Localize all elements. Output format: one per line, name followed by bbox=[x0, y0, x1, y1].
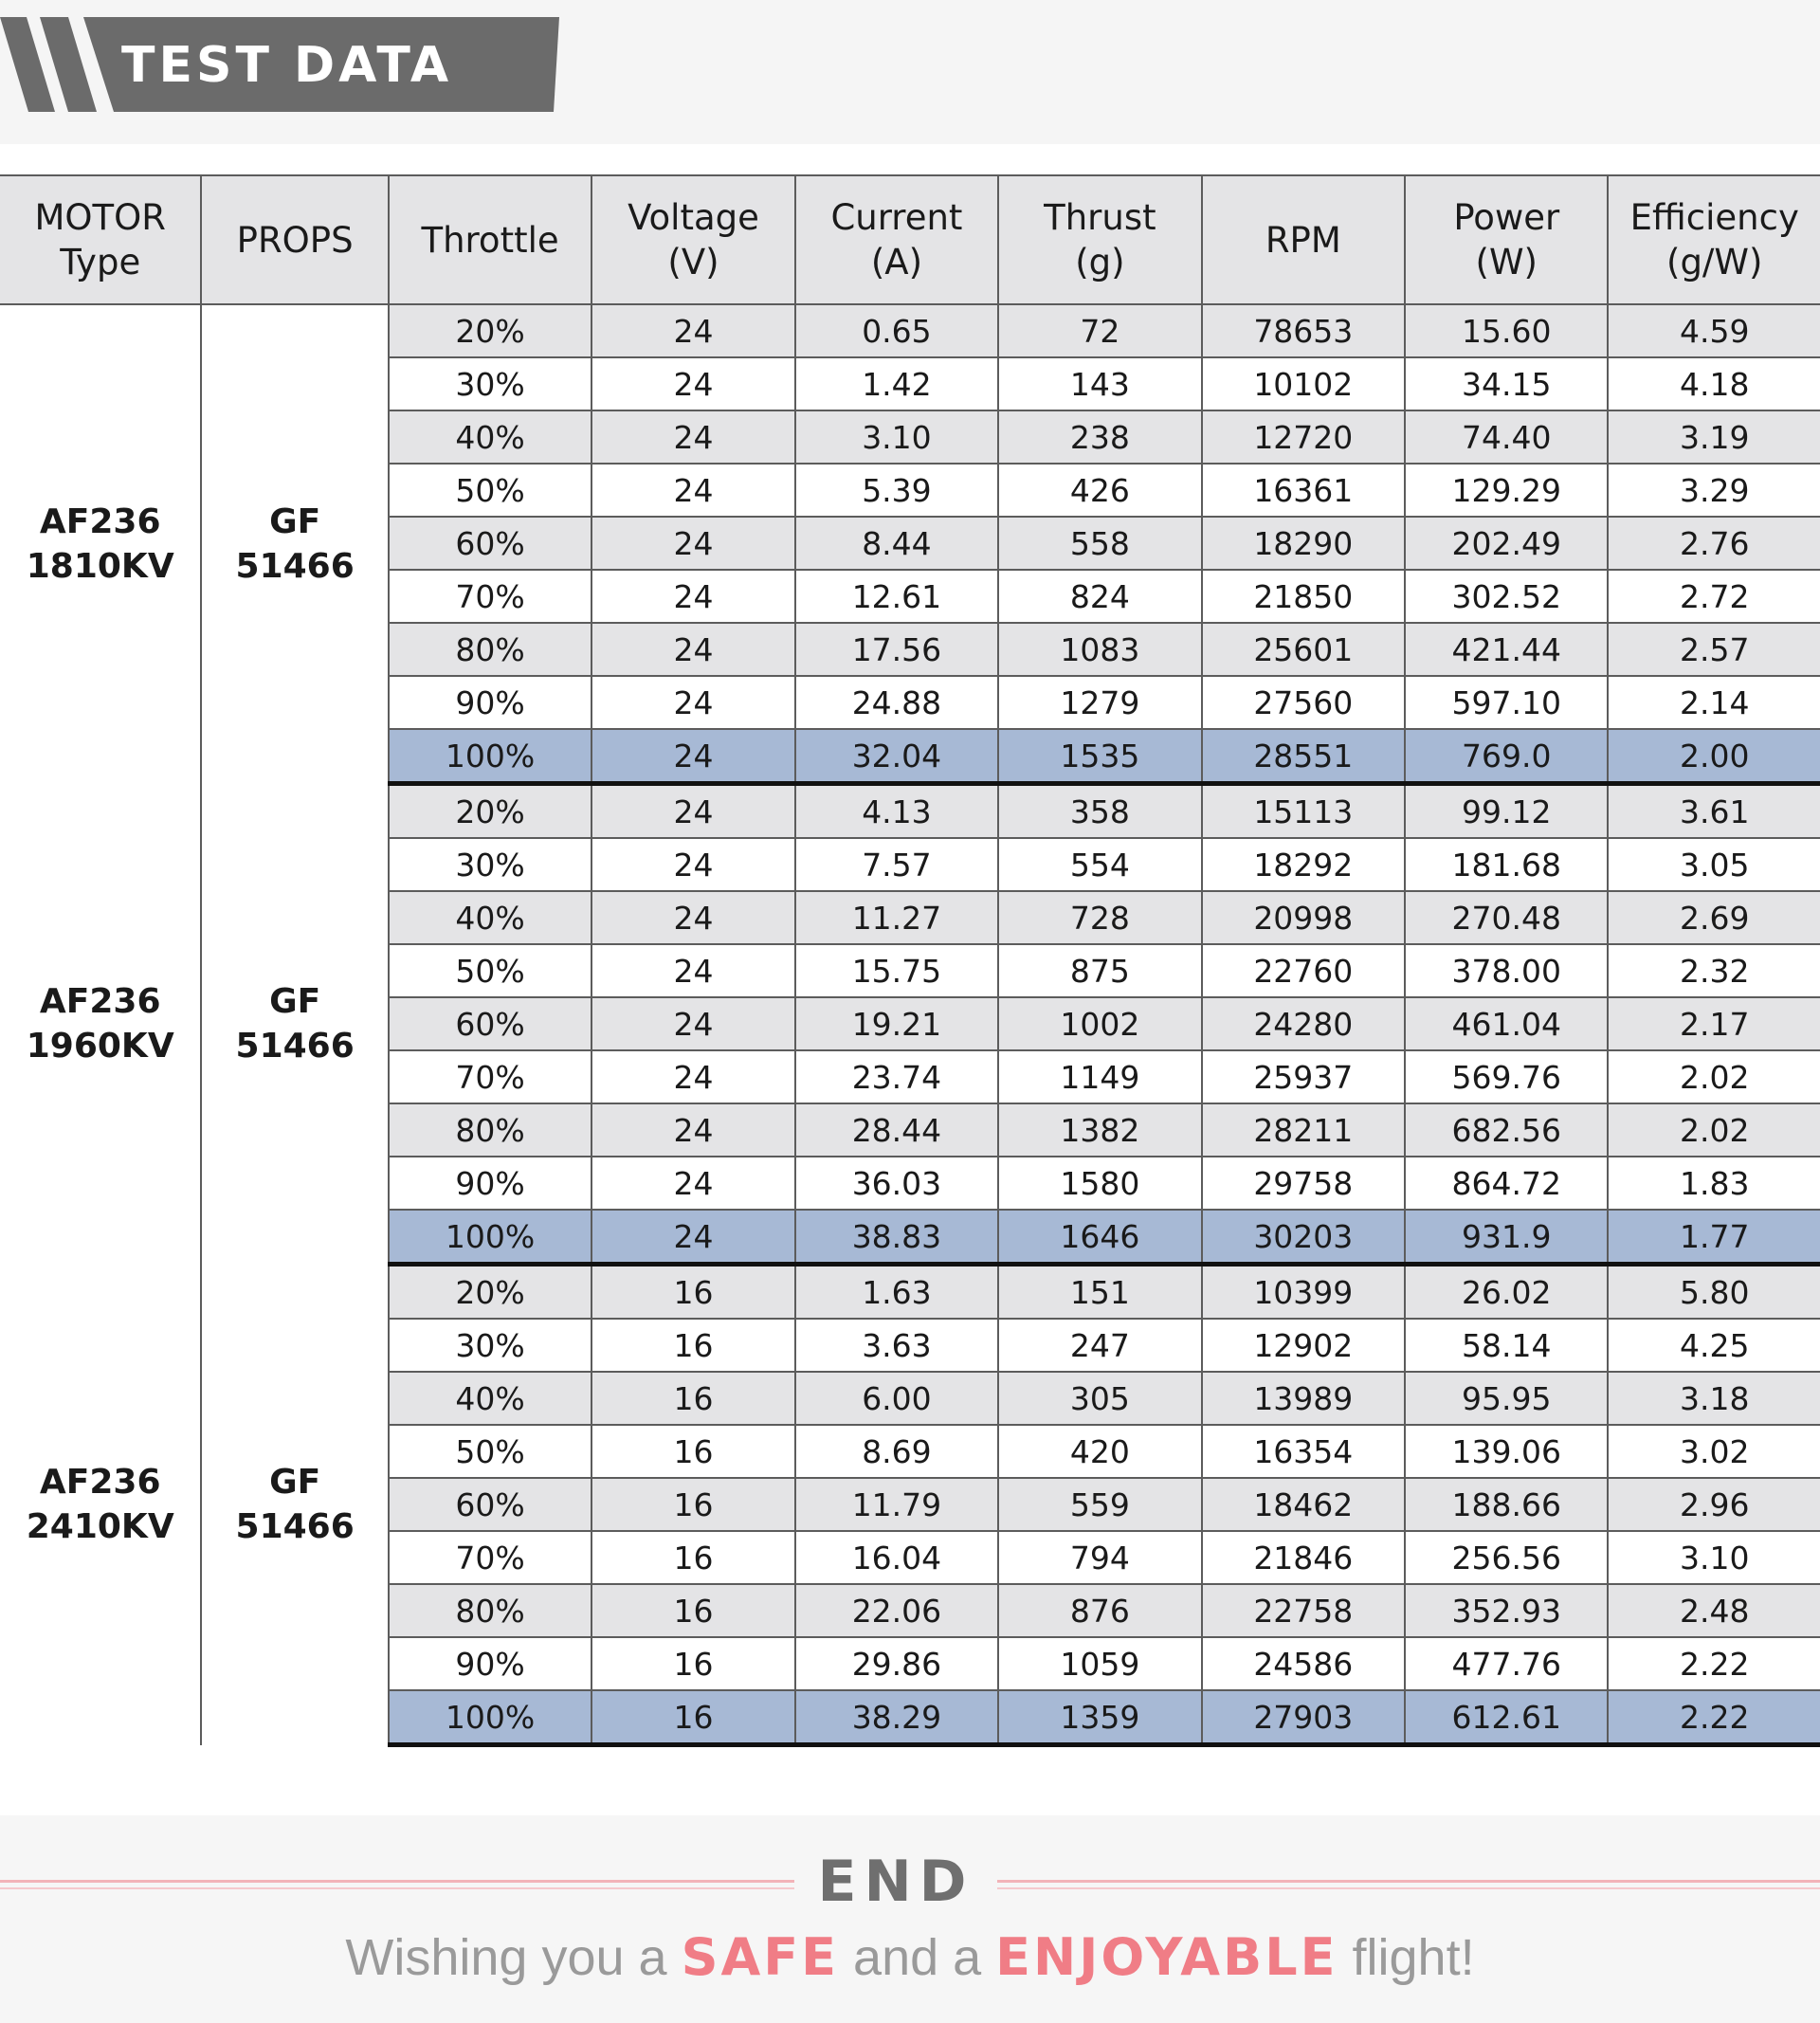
voltage-cell: 24 bbox=[592, 410, 794, 464]
thrust-cell: 824 bbox=[998, 570, 1201, 623]
current-cell: 16.04 bbox=[795, 1531, 998, 1584]
power-cell: 421.44 bbox=[1405, 623, 1608, 676]
throttle-cell: 80% bbox=[389, 623, 592, 676]
thrust-cell: 558 bbox=[998, 517, 1201, 570]
voltage-cell: 16 bbox=[592, 1690, 794, 1745]
thrust-cell: 876 bbox=[998, 1584, 1201, 1637]
efficiency-cell: 2.22 bbox=[1608, 1637, 1820, 1690]
thrust-cell: 1382 bbox=[998, 1103, 1201, 1157]
power-cell: 302.52 bbox=[1405, 570, 1608, 623]
tagline-suffix: flight! bbox=[1338, 1929, 1475, 1986]
table-header-row bbox=[0, 175, 1820, 304]
footer-band bbox=[0, 1815, 1820, 2023]
voltage-cell: 16 bbox=[592, 1531, 794, 1584]
power-cell: 99.12 bbox=[1405, 784, 1608, 839]
efficiency-cell: 3.02 bbox=[1608, 1425, 1820, 1478]
throttle-cell: 100% bbox=[389, 1210, 592, 1265]
end-divider-left-2 bbox=[0, 1887, 794, 1889]
power-cell: 682.56 bbox=[1405, 1103, 1608, 1157]
col-header-voltage: Voltage (V) bbox=[592, 175, 794, 304]
efficiency-cell: 2.48 bbox=[1608, 1584, 1820, 1637]
rpm-cell: 28211 bbox=[1202, 1103, 1405, 1157]
rpm-cell: 25937 bbox=[1202, 1050, 1405, 1103]
power-cell: 569.76 bbox=[1405, 1050, 1608, 1103]
throttle-cell: 80% bbox=[389, 1584, 592, 1637]
power-cell: 34.15 bbox=[1405, 357, 1608, 410]
rpm-cell: 13989 bbox=[1202, 1372, 1405, 1425]
col-header-props: PROPS bbox=[201, 175, 388, 304]
end-divider-right-2 bbox=[997, 1887, 1820, 1889]
voltage-cell: 24 bbox=[592, 304, 794, 357]
current-cell: 3.10 bbox=[795, 410, 998, 464]
throttle-cell: 60% bbox=[389, 517, 592, 570]
current-cell: 6.00 bbox=[795, 1372, 998, 1425]
current-cell: 38.83 bbox=[795, 1210, 998, 1265]
voltage-cell: 16 bbox=[592, 1478, 794, 1531]
rpm-cell: 27903 bbox=[1202, 1690, 1405, 1745]
power-cell: 769.0 bbox=[1405, 729, 1608, 784]
thrust-cell: 1580 bbox=[998, 1157, 1201, 1210]
throttle-cell: 50% bbox=[389, 464, 592, 517]
rpm-cell: 21850 bbox=[1202, 570, 1405, 623]
throttle-cell: 20% bbox=[389, 304, 592, 357]
rpm-cell: 12902 bbox=[1202, 1319, 1405, 1372]
voltage-cell: 24 bbox=[592, 464, 794, 517]
efficiency-cell: 2.96 bbox=[1608, 1478, 1820, 1531]
throttle-cell: 50% bbox=[389, 1425, 592, 1478]
rpm-cell: 18292 bbox=[1202, 838, 1405, 891]
table-row bbox=[0, 1265, 1820, 1320]
power-cell: 129.29 bbox=[1405, 464, 1608, 517]
rpm-cell: 18462 bbox=[1202, 1478, 1405, 1531]
thrust-cell: 728 bbox=[998, 891, 1201, 944]
rpm-cell: 18290 bbox=[1202, 517, 1405, 570]
efficiency-cell: 4.25 bbox=[1608, 1319, 1820, 1372]
current-cell: 28.44 bbox=[795, 1103, 998, 1157]
power-cell: 181.68 bbox=[1405, 838, 1608, 891]
current-cell: 11.27 bbox=[795, 891, 998, 944]
thrust-cell: 72 bbox=[998, 304, 1201, 357]
throttle-cell: 90% bbox=[389, 1637, 592, 1690]
current-cell: 5.39 bbox=[795, 464, 998, 517]
thrust-cell: 305 bbox=[998, 1372, 1201, 1425]
power-cell: 461.04 bbox=[1405, 997, 1608, 1050]
power-cell: 378.00 bbox=[1405, 944, 1608, 997]
voltage-cell: 24 bbox=[592, 729, 794, 784]
motor-type-cell: AF236 2410KV bbox=[0, 1265, 201, 1745]
throttle-cell: 70% bbox=[389, 570, 592, 623]
efficiency-cell: 3.18 bbox=[1608, 1372, 1820, 1425]
current-cell: 19.21 bbox=[795, 997, 998, 1050]
rpm-cell: 16354 bbox=[1202, 1425, 1405, 1478]
throttle-cell: 50% bbox=[389, 944, 592, 997]
rpm-cell: 20998 bbox=[1202, 891, 1405, 944]
current-cell: 23.74 bbox=[795, 1050, 998, 1103]
tagline-word-safe: SAFE bbox=[681, 1927, 840, 1987]
current-cell: 11.79 bbox=[795, 1478, 998, 1531]
thrust-cell: 1359 bbox=[998, 1690, 1201, 1745]
efficiency-cell: 2.02 bbox=[1608, 1103, 1820, 1157]
end-divider-right bbox=[997, 1880, 1820, 1883]
throttle-cell: 70% bbox=[389, 1050, 592, 1103]
voltage-cell: 24 bbox=[592, 570, 794, 623]
test-data-table bbox=[0, 174, 1820, 1747]
voltage-cell: 24 bbox=[592, 1210, 794, 1265]
efficiency-cell: 2.72 bbox=[1608, 570, 1820, 623]
throttle-cell: 30% bbox=[389, 357, 592, 410]
rpm-cell: 30203 bbox=[1202, 1210, 1405, 1265]
col-header-power: Power (W) bbox=[1405, 175, 1608, 304]
tagline-word-enjoyable: ENJOYABLE bbox=[995, 1927, 1338, 1987]
efficiency-cell: 1.83 bbox=[1608, 1157, 1820, 1210]
thrust-cell: 794 bbox=[998, 1531, 1201, 1584]
current-cell: 4.13 bbox=[795, 784, 998, 839]
thrust-cell: 554 bbox=[998, 838, 1201, 891]
props-cell: GF 51466 bbox=[201, 784, 388, 1265]
voltage-cell: 24 bbox=[592, 1157, 794, 1210]
rpm-cell: 10102 bbox=[1202, 357, 1405, 410]
thrust-cell: 1646 bbox=[998, 1210, 1201, 1265]
table-row bbox=[0, 304, 1820, 357]
col-header-rpm: RPM bbox=[1202, 175, 1405, 304]
voltage-cell: 24 bbox=[592, 1050, 794, 1103]
efficiency-cell: 4.59 bbox=[1608, 304, 1820, 357]
thrust-cell: 1083 bbox=[998, 623, 1201, 676]
voltage-cell: 16 bbox=[592, 1584, 794, 1637]
throttle-cell: 100% bbox=[389, 729, 592, 784]
rpm-cell: 21846 bbox=[1202, 1531, 1405, 1584]
thrust-cell: 420 bbox=[998, 1425, 1201, 1478]
efficiency-cell: 2.22 bbox=[1608, 1690, 1820, 1745]
voltage-cell: 24 bbox=[592, 891, 794, 944]
col-header-current: Current (A) bbox=[795, 175, 998, 304]
thrust-cell: 559 bbox=[998, 1478, 1201, 1531]
rpm-cell: 24586 bbox=[1202, 1637, 1405, 1690]
thrust-cell: 151 bbox=[998, 1265, 1201, 1320]
throttle-cell: 40% bbox=[389, 410, 592, 464]
power-cell: 58.14 bbox=[1405, 1319, 1608, 1372]
rpm-cell: 16361 bbox=[1202, 464, 1405, 517]
efficiency-cell: 2.17 bbox=[1608, 997, 1820, 1050]
power-cell: 597.10 bbox=[1405, 676, 1608, 729]
table-row bbox=[0, 784, 1820, 839]
throttle-cell: 20% bbox=[389, 1265, 592, 1320]
farewell-tagline bbox=[0, 1924, 1820, 1991]
efficiency-cell: 2.76 bbox=[1608, 517, 1820, 570]
throttle-cell: 60% bbox=[389, 997, 592, 1050]
voltage-cell: 24 bbox=[592, 997, 794, 1050]
current-cell: 7.57 bbox=[795, 838, 998, 891]
voltage-cell: 24 bbox=[592, 517, 794, 570]
throttle-cell: 90% bbox=[389, 1157, 592, 1210]
voltage-cell: 16 bbox=[592, 1372, 794, 1425]
motor-type-cell: AF236 1810KV bbox=[0, 304, 201, 784]
rpm-cell: 78653 bbox=[1202, 304, 1405, 357]
table-body bbox=[0, 304, 1820, 1745]
power-cell: 26.02 bbox=[1405, 1265, 1608, 1320]
voltage-cell: 16 bbox=[592, 1637, 794, 1690]
current-cell: 32.04 bbox=[795, 729, 998, 784]
power-cell: 270.48 bbox=[1405, 891, 1608, 944]
thrust-cell: 1279 bbox=[998, 676, 1201, 729]
current-cell: 1.42 bbox=[795, 357, 998, 410]
current-cell: 36.03 bbox=[795, 1157, 998, 1210]
thrust-cell: 1535 bbox=[998, 729, 1201, 784]
power-cell: 188.66 bbox=[1405, 1478, 1608, 1531]
voltage-cell: 24 bbox=[592, 784, 794, 839]
power-cell: 15.60 bbox=[1405, 304, 1608, 357]
props-cell: GF 51466 bbox=[201, 304, 388, 784]
current-cell: 8.44 bbox=[795, 517, 998, 570]
power-cell: 864.72 bbox=[1405, 1157, 1608, 1210]
thrust-cell: 875 bbox=[998, 944, 1201, 997]
end-label: END bbox=[817, 1849, 974, 1915]
throttle-cell: 80% bbox=[389, 1103, 592, 1157]
rpm-cell: 25601 bbox=[1202, 623, 1405, 676]
efficiency-cell: 3.05 bbox=[1608, 838, 1820, 891]
props-cell: GF 51466 bbox=[201, 1265, 388, 1745]
efficiency-cell: 3.19 bbox=[1608, 410, 1820, 464]
efficiency-cell: 1.77 bbox=[1608, 1210, 1820, 1265]
thrust-cell: 358 bbox=[998, 784, 1201, 839]
throttle-cell: 90% bbox=[389, 676, 592, 729]
voltage-cell: 24 bbox=[592, 623, 794, 676]
rpm-cell: 10399 bbox=[1202, 1265, 1405, 1320]
thrust-cell: 247 bbox=[998, 1319, 1201, 1372]
page-title: TEST DATA bbox=[121, 37, 453, 94]
col-header-thrust: Thrust (g) bbox=[998, 175, 1201, 304]
efficiency-cell: 2.00 bbox=[1608, 729, 1820, 784]
voltage-cell: 16 bbox=[592, 1319, 794, 1372]
power-cell: 612.61 bbox=[1405, 1690, 1608, 1745]
power-cell: 139.06 bbox=[1405, 1425, 1608, 1478]
power-cell: 931.9 bbox=[1405, 1210, 1608, 1265]
rpm-cell: 22760 bbox=[1202, 944, 1405, 997]
rpm-cell: 15113 bbox=[1202, 784, 1405, 839]
voltage-cell: 24 bbox=[592, 838, 794, 891]
thrust-cell: 1059 bbox=[998, 1637, 1201, 1690]
end-divider-left bbox=[0, 1880, 794, 1883]
power-cell: 352.93 bbox=[1405, 1584, 1608, 1637]
current-cell: 15.75 bbox=[795, 944, 998, 997]
voltage-cell: 24 bbox=[592, 944, 794, 997]
current-cell: 3.63 bbox=[795, 1319, 998, 1372]
rpm-cell: 24280 bbox=[1202, 997, 1405, 1050]
throttle-cell: 20% bbox=[389, 784, 592, 839]
power-cell: 202.49 bbox=[1405, 517, 1608, 570]
rpm-cell: 12720 bbox=[1202, 410, 1405, 464]
thrust-cell: 1149 bbox=[998, 1050, 1201, 1103]
efficiency-cell: 5.80 bbox=[1608, 1265, 1820, 1320]
rpm-cell: 27560 bbox=[1202, 676, 1405, 729]
col-header-motor-type: MOTOR Type bbox=[0, 175, 201, 304]
voltage-cell: 16 bbox=[592, 1425, 794, 1478]
current-cell: 29.86 bbox=[795, 1637, 998, 1690]
efficiency-cell: 3.10 bbox=[1608, 1531, 1820, 1584]
current-cell: 24.88 bbox=[795, 676, 998, 729]
throttle-cell: 100% bbox=[389, 1690, 592, 1745]
thrust-cell: 1002 bbox=[998, 997, 1201, 1050]
motor-type-cell: AF236 1960KV bbox=[0, 784, 201, 1265]
current-cell: 8.69 bbox=[795, 1425, 998, 1478]
voltage-cell: 24 bbox=[592, 676, 794, 729]
thrust-cell: 238 bbox=[998, 410, 1201, 464]
rpm-cell: 29758 bbox=[1202, 1157, 1405, 1210]
thrust-cell: 143 bbox=[998, 357, 1201, 410]
efficiency-cell: 2.14 bbox=[1608, 676, 1820, 729]
throttle-cell: 30% bbox=[389, 1319, 592, 1372]
thrust-cell: 426 bbox=[998, 464, 1201, 517]
rpm-cell: 28551 bbox=[1202, 729, 1405, 784]
current-cell: 38.29 bbox=[795, 1690, 998, 1745]
current-cell: 12.61 bbox=[795, 570, 998, 623]
efficiency-cell: 4.18 bbox=[1608, 357, 1820, 410]
throttle-cell: 40% bbox=[389, 891, 592, 944]
efficiency-cell: 2.69 bbox=[1608, 891, 1820, 944]
current-cell: 22.06 bbox=[795, 1584, 998, 1637]
power-cell: 74.40 bbox=[1405, 410, 1608, 464]
efficiency-cell: 2.57 bbox=[1608, 623, 1820, 676]
voltage-cell: 16 bbox=[592, 1265, 794, 1320]
voltage-cell: 24 bbox=[592, 1103, 794, 1157]
rpm-cell: 22758 bbox=[1202, 1584, 1405, 1637]
header-band bbox=[0, 0, 1820, 144]
throttle-cell: 30% bbox=[389, 838, 592, 891]
throttle-cell: 60% bbox=[389, 1478, 592, 1531]
throttle-cell: 70% bbox=[389, 1531, 592, 1584]
power-cell: 95.95 bbox=[1405, 1372, 1608, 1425]
efficiency-cell: 3.61 bbox=[1608, 784, 1820, 839]
voltage-cell: 24 bbox=[592, 357, 794, 410]
current-cell: 1.63 bbox=[795, 1265, 998, 1320]
current-cell: 0.65 bbox=[795, 304, 998, 357]
tagline-prefix: Wishing you a bbox=[345, 1929, 682, 1986]
current-cell: 17.56 bbox=[795, 623, 998, 676]
tagline-middle: and a bbox=[839, 1929, 996, 1986]
throttle-cell: 40% bbox=[389, 1372, 592, 1425]
power-cell: 477.76 bbox=[1405, 1637, 1608, 1690]
power-cell: 256.56 bbox=[1405, 1531, 1608, 1584]
efficiency-cell: 2.02 bbox=[1608, 1050, 1820, 1103]
efficiency-cell: 2.32 bbox=[1608, 944, 1820, 997]
efficiency-cell: 3.29 bbox=[1608, 464, 1820, 517]
test-data-badge bbox=[0, 17, 559, 114]
col-header-efficiency: Efficiency (g/W) bbox=[1608, 175, 1820, 304]
col-header-throttle: Throttle bbox=[389, 175, 592, 304]
